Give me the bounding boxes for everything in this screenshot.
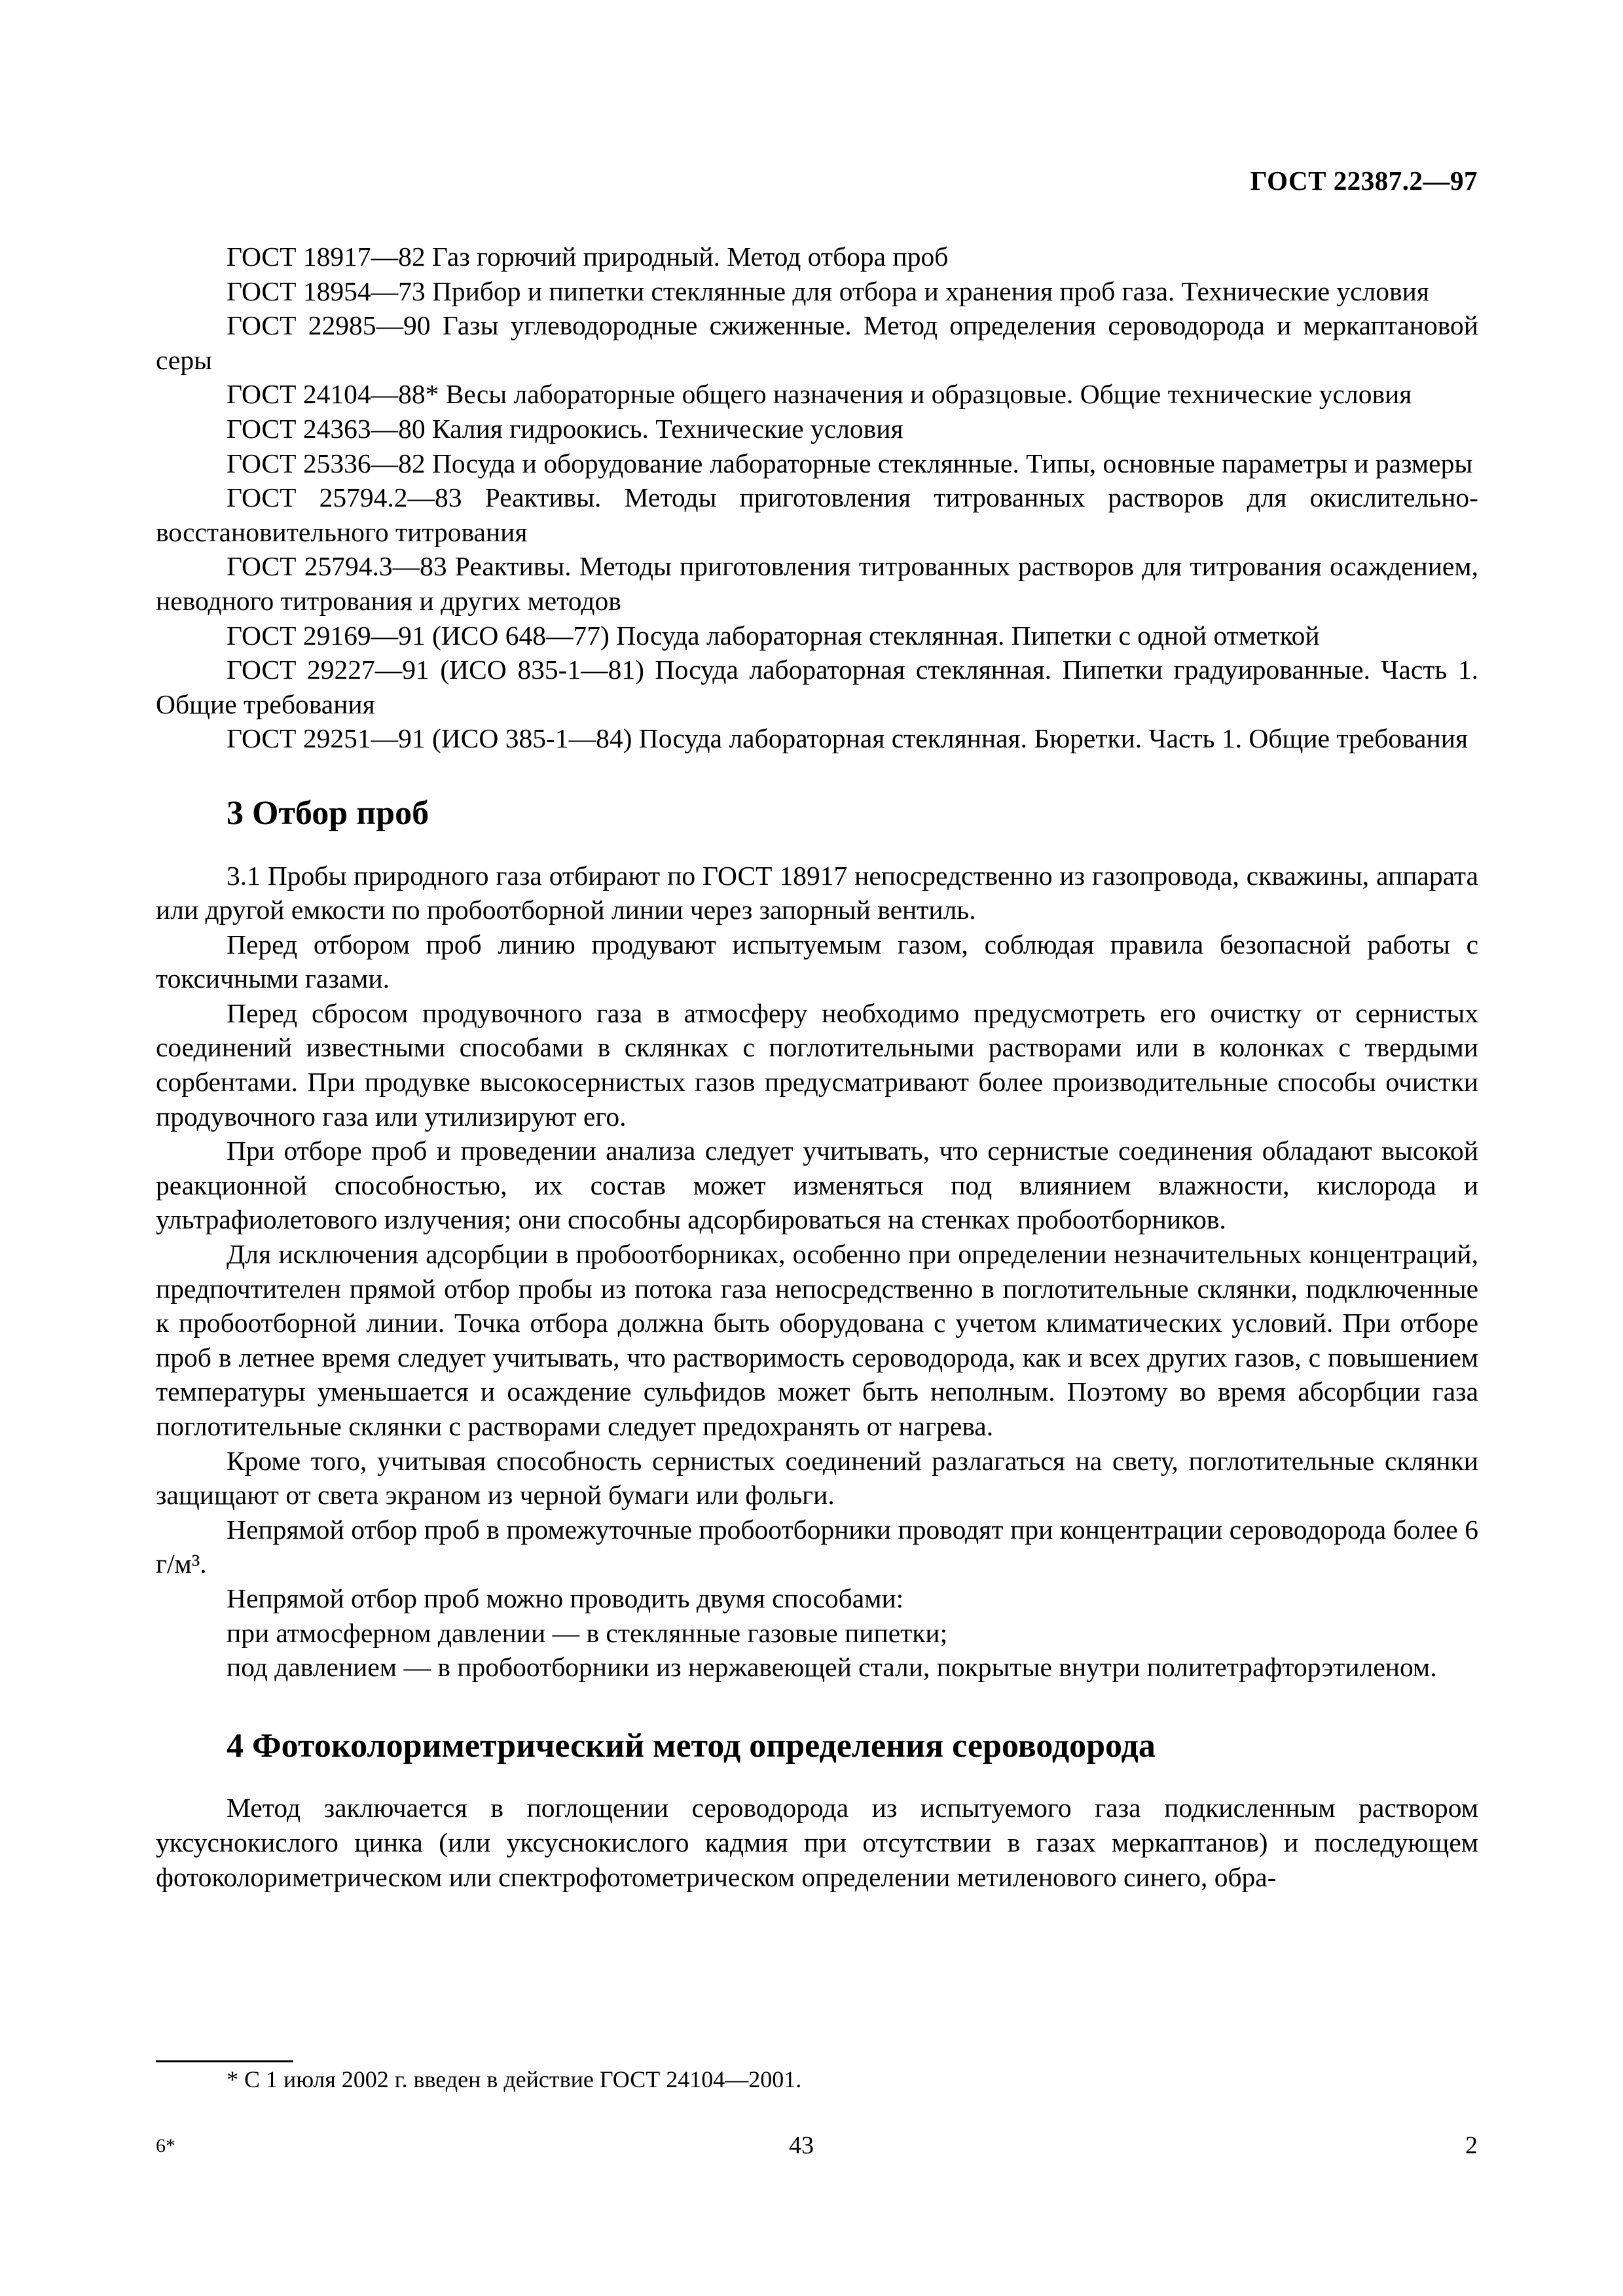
reference-item: ГОСТ 29251—91 (ИСО 385-1—84) Посуда лабораторная стеклянная. Бюретки. Часть 1. Общие требования <box>227 723 1468 754</box>
section-3-heading: 3 Отбор проб <box>227 794 429 832</box>
paragraph: Для исключения адсорбции в пробоотборниках, особенно при определении незначительных концентраций, предпочтителен прямой отбор пробы из потока газа непосредственно в поглотительные склянки, подключенные к пробоотборной линии. Точка отбора должна быть оборудована с учетом климатических условий. При отборе проб в летнее время следует учитывать, что растворимость сероводорода, как и всех других газов, с повышением температуры уменьшается и осаждение сульфидов может быть неполным. Поэтому во время абсорбции газа поглотительные склянки с растворами следует предохранять от нагрева. <box>156 1239 1478 1441</box>
footnote: * С 1 июля 2002 г. введен в действие ГОСТ 24104—2001. <box>227 2066 802 2092</box>
document-page-number: 2 <box>1465 2132 1478 2159</box>
sheet-mark: 6* <box>156 2135 175 2157</box>
section-4-text <box>156 1791 1478 1894</box>
paragraph: Непрямой отбор проб можно проводить двумя способами: <box>227 1583 904 1613</box>
paragraph: 3.1 Пробы природного газа отбирают по ГОСТ 18917 непосредственно из газопровода, скважины, аппарата или другой емкости по пробоотборной линии через запорный вентиль. <box>156 860 1478 925</box>
reference-item: ГОСТ 25794.3—83 Реактивы. Методы приготовления титрованных растворов для титрования осаждением, неводного титрования и других методов <box>156 551 1478 616</box>
section-3-text <box>156 859 1478 1685</box>
document-body <box>156 240 1478 1894</box>
paragraph: Метод заключается в поглощении сероводорода из испытуемого газа подкисленным раствором уксуснокислого цинка (или уксуснокислого кадмия при отсутствии в газах меркаптанов) и последующем фотоколориметрическом или спектрофотометрическом определении метиленового синего, обра- <box>156 1793 1478 1892</box>
reference-item: ГОСТ 18954—73 Прибор и пипетки стеклянные для отбора и хранения проб газа. Технические условия <box>227 276 1429 306</box>
paragraph: При отборе проб и проведении анализа следует учитывать, что сернистые соединения обладают высокой реакционной способностью, их состав может изменяться под влиянием влажности, кислорода и ультрафиолетового излучения; они способны адсорбироваться на стенках пробоотборников. <box>156 1136 1478 1235</box>
reference-item: ГОСТ 25336—82 Посуда и оборудование лабораторные стеклянные. Типы, основные параметры и размеры <box>227 448 1473 478</box>
paragraph: Кроме того, учитывая способность сернистых соединений разлагаться на свету, поглотительные склянки защищают от света экраном из черной бумаги или фольги. <box>156 1445 1478 1511</box>
section-4-heading: 4 Фотоколориметрический метод определения сероводорода <box>227 1727 1156 1765</box>
paragraph: при атмосферном давлении — в стеклянные газовые пипетки; <box>227 1617 948 1648</box>
standard-header: ГОСТ 22387.2—97 <box>1250 166 1478 196</box>
paragraph: Перед сбросом продувочного газа в атмосферу необходимо предусмотреть его очистку от сернистых соединений известными способами в склянках с поглотительными растворами или в колонках с твердыми сорбентами. При продувке высокосернистых газов предусматривают более производительные способы очистки продувочного газа или утилизируют его. <box>156 997 1478 1132</box>
paragraph: Непрямой отбор проб в промежуточные пробоотборники проводят при концентрации сероводорода более 6 г/м³. <box>156 1514 1478 1579</box>
paragraph: Перед отбором проб линию продувают испытуемым газом, соблюдая правила безопасной работы с токсичными газами. <box>156 929 1478 994</box>
reference-item: ГОСТ 24363—80 Калия гидроокись. Технические условия <box>227 413 903 444</box>
normative-references <box>156 240 1478 756</box>
reference-item: ГОСТ 25794.2—83 Реактивы. Методы приготовления титрованных растворов для окислительно-восстановительного титрования <box>156 482 1478 547</box>
page-number: 43 <box>789 2132 814 2159</box>
reference-item: ГОСТ 29169—91 (ИСО 648—77) Посуда лабораторная стеклянная. Пипетки с одной отметкой <box>227 620 1320 651</box>
reference-item: ГОСТ 29227—91 (ИСО 835-1—81) Посуда лабораторная стеклянная. Пипетки градуированные. Часть 1. Общие требования <box>156 655 1478 719</box>
reference-item: ГОСТ 22985—90 Газы углеводородные сжиженные. Метод определения сероводорода и меркаптановой серы <box>156 310 1478 375</box>
reference-item: ГОСТ 18917—82 Газ горючий природный. Метод отбора проб <box>227 242 949 272</box>
paragraph: под давлением — в пробоотборники из нержавеющей стали, покрытые внутри политетрафторэтиленом. <box>227 1652 1437 1683</box>
reference-item: ГОСТ 24104—88* Весы лабораторные общего назначения и образцовые. Общие технические условия <box>227 379 1412 410</box>
